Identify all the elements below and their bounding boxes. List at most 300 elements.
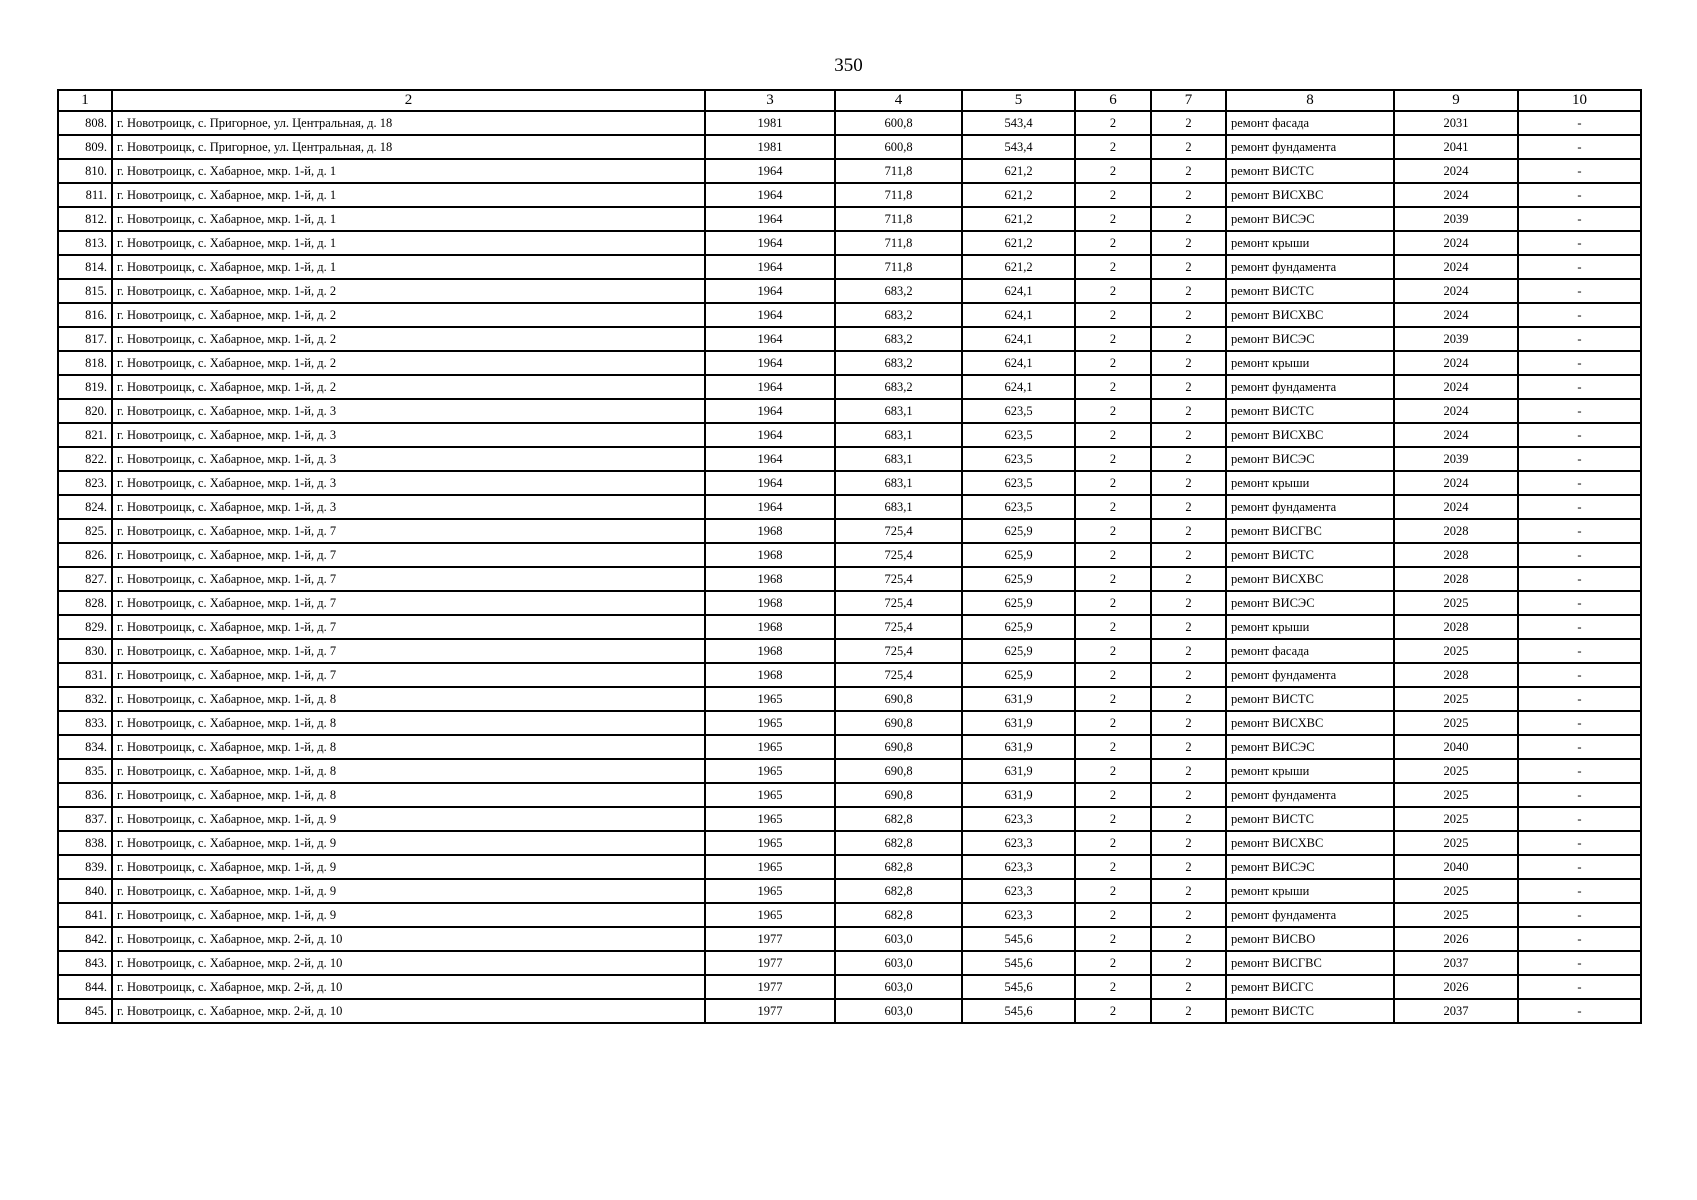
value-cell-7: 2 bbox=[1151, 975, 1226, 999]
year-cell: 1964 bbox=[705, 279, 835, 303]
value-cell-5: 624,1 bbox=[962, 279, 1075, 303]
value-cell-4: 725,4 bbox=[835, 519, 962, 543]
address-cell: г. Новотроицк, с. Хабарное, мкр. 1-й, д. 3 bbox=[112, 423, 705, 447]
plan-year-cell: 2040 bbox=[1394, 855, 1518, 879]
plan-year-cell: 2031 bbox=[1394, 111, 1518, 135]
address-cell: г. Новотроицк, с. Хабарное, мкр. 1-й, д. 3 bbox=[112, 399, 705, 423]
address-cell: г. Новотроицк, с. Хабарное, мкр. 1-й, д. 9 bbox=[112, 879, 705, 903]
plan-year-cell: 2028 bbox=[1394, 567, 1518, 591]
value-cell-7: 2 bbox=[1151, 999, 1226, 1023]
row-number-cell: 839. bbox=[58, 855, 112, 879]
value-cell-6: 2 bbox=[1075, 735, 1151, 759]
work-type-cell: ремонт крыши bbox=[1226, 759, 1394, 783]
row-number-cell: 837. bbox=[58, 807, 112, 831]
row-number-cell: 820. bbox=[58, 399, 112, 423]
value-cell-5: 631,9 bbox=[962, 735, 1075, 759]
value-cell-10: - bbox=[1518, 759, 1641, 783]
value-cell-5: 623,5 bbox=[962, 399, 1075, 423]
year-cell: 1965 bbox=[705, 711, 835, 735]
value-cell-5: 623,5 bbox=[962, 471, 1075, 495]
header-cell: 2 bbox=[112, 90, 705, 111]
table-row bbox=[58, 711, 1641, 735]
table-row bbox=[58, 351, 1641, 375]
table-row bbox=[58, 543, 1641, 567]
value-cell-7: 2 bbox=[1151, 519, 1226, 543]
address-cell: г. Новотроицк, с. Хабарное, мкр. 2-й, д. 10 bbox=[112, 951, 705, 975]
year-cell: 1977 bbox=[705, 951, 835, 975]
year-cell: 1968 bbox=[705, 663, 835, 687]
value-cell-4: 683,1 bbox=[835, 447, 962, 471]
value-cell-6: 2 bbox=[1075, 135, 1151, 159]
plan-year-cell: 2037 bbox=[1394, 999, 1518, 1023]
row-number-cell: 812. bbox=[58, 207, 112, 231]
plan-year-cell: 2025 bbox=[1394, 783, 1518, 807]
value-cell-7: 2 bbox=[1151, 183, 1226, 207]
row-number-cell: 816. bbox=[58, 303, 112, 327]
row-number-cell: 841. bbox=[58, 903, 112, 927]
row-number-cell: 843. bbox=[58, 951, 112, 975]
row-number-cell: 830. bbox=[58, 639, 112, 663]
value-cell-10: - bbox=[1518, 975, 1641, 999]
value-cell-7: 2 bbox=[1151, 447, 1226, 471]
work-type-cell: ремонт фундамента bbox=[1226, 903, 1394, 927]
value-cell-10: - bbox=[1518, 111, 1641, 135]
row-number-cell: 826. bbox=[58, 543, 112, 567]
table-row bbox=[58, 495, 1641, 519]
value-cell-5: 621,2 bbox=[962, 183, 1075, 207]
value-cell-6: 2 bbox=[1075, 303, 1151, 327]
value-cell-4: 690,8 bbox=[835, 783, 962, 807]
year-cell: 1968 bbox=[705, 591, 835, 615]
value-cell-10: - bbox=[1518, 447, 1641, 471]
address-cell: г. Новотроицк, с. Хабарное, мкр. 1-й, д. 1 bbox=[112, 183, 705, 207]
value-cell-5: 625,9 bbox=[962, 567, 1075, 591]
value-cell-6: 2 bbox=[1075, 807, 1151, 831]
value-cell-6: 2 bbox=[1075, 111, 1151, 135]
plan-year-cell: 2024 bbox=[1394, 351, 1518, 375]
header-row bbox=[58, 90, 1641, 111]
work-type-cell: ремонт крыши bbox=[1226, 615, 1394, 639]
plan-year-cell: 2024 bbox=[1394, 159, 1518, 183]
value-cell-10: - bbox=[1518, 519, 1641, 543]
row-number-cell: 827. bbox=[58, 567, 112, 591]
work-type-cell: ремонт фасада bbox=[1226, 639, 1394, 663]
value-cell-4: 711,8 bbox=[835, 207, 962, 231]
work-type-cell: ремонт ВИСЭС bbox=[1226, 207, 1394, 231]
plan-year-cell: 2024 bbox=[1394, 303, 1518, 327]
address-cell: г. Новотроицк, с. Хабарное, мкр. 1-й, д. 7 bbox=[112, 567, 705, 591]
value-cell-5: 545,6 bbox=[962, 927, 1075, 951]
value-cell-4: 683,1 bbox=[835, 471, 962, 495]
plan-year-cell: 2024 bbox=[1394, 375, 1518, 399]
year-cell: 1968 bbox=[705, 519, 835, 543]
plan-year-cell: 2028 bbox=[1394, 519, 1518, 543]
value-cell-6: 2 bbox=[1075, 639, 1151, 663]
value-cell-5: 623,3 bbox=[962, 879, 1075, 903]
year-cell: 1965 bbox=[705, 687, 835, 711]
address-cell: г. Новотроицк, с. Хабарное, мкр. 1-й, д. 2 bbox=[112, 327, 705, 351]
value-cell-5: 623,3 bbox=[962, 807, 1075, 831]
year-cell: 1964 bbox=[705, 207, 835, 231]
work-type-cell: ремонт фундамента bbox=[1226, 375, 1394, 399]
value-cell-10: - bbox=[1518, 711, 1641, 735]
value-cell-6: 2 bbox=[1075, 495, 1151, 519]
value-cell-7: 2 bbox=[1151, 759, 1226, 783]
table-body bbox=[58, 111, 1641, 1023]
value-cell-4: 603,0 bbox=[835, 927, 962, 951]
value-cell-7: 2 bbox=[1151, 639, 1226, 663]
value-cell-4: 603,0 bbox=[835, 999, 962, 1023]
work-type-cell: ремонт фундамента bbox=[1226, 663, 1394, 687]
table-row bbox=[58, 903, 1641, 927]
table-row bbox=[58, 255, 1641, 279]
address-cell: г. Новотроицк, с. Хабарное, мкр. 1-й, д. 9 bbox=[112, 855, 705, 879]
year-cell: 1965 bbox=[705, 879, 835, 903]
value-cell-5: 623,5 bbox=[962, 495, 1075, 519]
address-cell: г. Новотроицк, с. Хабарное, мкр. 1-й, д. 7 bbox=[112, 615, 705, 639]
value-cell-4: 682,8 bbox=[835, 855, 962, 879]
value-cell-10: - bbox=[1518, 663, 1641, 687]
work-type-cell: ремонт ВИСЭС bbox=[1226, 447, 1394, 471]
value-cell-6: 2 bbox=[1075, 687, 1151, 711]
work-type-cell: ремонт ВИСТС bbox=[1226, 807, 1394, 831]
value-cell-5: 625,9 bbox=[962, 519, 1075, 543]
value-cell-6: 2 bbox=[1075, 207, 1151, 231]
year-cell: 1981 bbox=[705, 135, 835, 159]
value-cell-7: 2 bbox=[1151, 327, 1226, 351]
work-type-cell: ремонт крыши bbox=[1226, 351, 1394, 375]
value-cell-5: 625,9 bbox=[962, 615, 1075, 639]
year-cell: 1965 bbox=[705, 903, 835, 927]
year-cell: 1968 bbox=[705, 615, 835, 639]
value-cell-7: 2 bbox=[1151, 783, 1226, 807]
value-cell-6: 2 bbox=[1075, 615, 1151, 639]
header-cell: 4 bbox=[835, 90, 962, 111]
value-cell-5: 545,6 bbox=[962, 975, 1075, 999]
value-cell-7: 2 bbox=[1151, 879, 1226, 903]
row-number-cell: 840. bbox=[58, 879, 112, 903]
row-number-cell: 836. bbox=[58, 783, 112, 807]
plan-year-cell: 2024 bbox=[1394, 471, 1518, 495]
value-cell-5: 624,1 bbox=[962, 351, 1075, 375]
table-row bbox=[58, 519, 1641, 543]
value-cell-10: - bbox=[1518, 783, 1641, 807]
year-cell: 1964 bbox=[705, 447, 835, 471]
row-number-cell: 817. bbox=[58, 327, 112, 351]
table-row bbox=[58, 879, 1641, 903]
row-number-cell: 818. bbox=[58, 351, 112, 375]
work-type-cell: ремонт фундамента bbox=[1226, 495, 1394, 519]
value-cell-5: 621,2 bbox=[962, 207, 1075, 231]
value-cell-4: 682,8 bbox=[835, 807, 962, 831]
work-type-cell: ремонт крыши bbox=[1226, 231, 1394, 255]
value-cell-6: 2 bbox=[1075, 279, 1151, 303]
value-cell-7: 2 bbox=[1151, 231, 1226, 255]
value-cell-4: 683,2 bbox=[835, 279, 962, 303]
table-row bbox=[58, 663, 1641, 687]
year-cell: 1965 bbox=[705, 735, 835, 759]
table-row bbox=[58, 735, 1641, 759]
row-number-cell: 808. bbox=[58, 111, 112, 135]
header-cell: 5 bbox=[962, 90, 1075, 111]
plan-year-cell: 2025 bbox=[1394, 639, 1518, 663]
work-type-cell: ремонт ВИСХВС bbox=[1226, 183, 1394, 207]
value-cell-5: 631,9 bbox=[962, 759, 1075, 783]
table-row bbox=[58, 807, 1641, 831]
row-number-cell: 834. bbox=[58, 735, 112, 759]
value-cell-5: 624,1 bbox=[962, 327, 1075, 351]
plan-year-cell: 2024 bbox=[1394, 255, 1518, 279]
value-cell-6: 2 bbox=[1075, 903, 1151, 927]
plan-year-cell: 2025 bbox=[1394, 711, 1518, 735]
value-cell-4: 690,8 bbox=[835, 759, 962, 783]
table-row bbox=[58, 279, 1641, 303]
row-number-cell: 842. bbox=[58, 927, 112, 951]
row-number-cell: 821. bbox=[58, 423, 112, 447]
value-cell-7: 2 bbox=[1151, 471, 1226, 495]
plan-year-cell: 2028 bbox=[1394, 615, 1518, 639]
value-cell-10: - bbox=[1518, 423, 1641, 447]
row-number-cell: 809. bbox=[58, 135, 112, 159]
address-cell: г. Новотроицк, с. Хабарное, мкр. 1-й, д. 3 bbox=[112, 471, 705, 495]
table-row bbox=[58, 423, 1641, 447]
work-type-cell: ремонт ВИСТС bbox=[1226, 279, 1394, 303]
address-cell: г. Новотроицк, с. Хабарное, мкр. 1-й, д. 1 bbox=[112, 231, 705, 255]
row-number-cell: 838. bbox=[58, 831, 112, 855]
table-row bbox=[58, 207, 1641, 231]
value-cell-5: 623,3 bbox=[962, 831, 1075, 855]
value-cell-6: 2 bbox=[1075, 255, 1151, 279]
work-type-cell: ремонт ВИСВО bbox=[1226, 927, 1394, 951]
value-cell-6: 2 bbox=[1075, 447, 1151, 471]
work-type-cell: ремонт ВИСЭС bbox=[1226, 591, 1394, 615]
address-cell: г. Новотроицк, с. Хабарное, мкр. 1-й, д. 2 bbox=[112, 279, 705, 303]
row-number-cell: 811. bbox=[58, 183, 112, 207]
work-type-cell: ремонт ВИСХВС bbox=[1226, 303, 1394, 327]
table-row bbox=[58, 855, 1641, 879]
table-row bbox=[58, 639, 1641, 663]
address-cell: г. Новотроицк, с. Хабарное, мкр. 2-й, д. 10 bbox=[112, 927, 705, 951]
value-cell-4: 711,8 bbox=[835, 159, 962, 183]
value-cell-5: 623,5 bbox=[962, 447, 1075, 471]
table-row bbox=[58, 111, 1641, 135]
table-row bbox=[58, 375, 1641, 399]
work-type-cell: ремонт ВИСХВС bbox=[1226, 423, 1394, 447]
value-cell-10: - bbox=[1518, 303, 1641, 327]
value-cell-6: 2 bbox=[1075, 783, 1151, 807]
value-cell-7: 2 bbox=[1151, 807, 1226, 831]
value-cell-4: 725,4 bbox=[835, 663, 962, 687]
year-cell: 1977 bbox=[705, 927, 835, 951]
row-number-cell: 824. bbox=[58, 495, 112, 519]
value-cell-7: 2 bbox=[1151, 591, 1226, 615]
row-number-cell: 819. bbox=[58, 375, 112, 399]
table-row bbox=[58, 615, 1641, 639]
value-cell-5: 625,9 bbox=[962, 663, 1075, 687]
address-cell: г. Новотроицк, с. Хабарное, мкр. 2-й, д. 10 bbox=[112, 999, 705, 1023]
value-cell-6: 2 bbox=[1075, 975, 1151, 999]
value-cell-5: 545,6 bbox=[962, 951, 1075, 975]
header-cell: 9 bbox=[1394, 90, 1518, 111]
value-cell-4: 690,8 bbox=[835, 687, 962, 711]
value-cell-10: - bbox=[1518, 159, 1641, 183]
value-cell-10: - bbox=[1518, 207, 1641, 231]
value-cell-5: 624,1 bbox=[962, 303, 1075, 327]
row-number-cell: 815. bbox=[58, 279, 112, 303]
address-cell: г. Новотроицк, с. Хабарное, мкр. 1-й, д. 1 bbox=[112, 207, 705, 231]
value-cell-4: 683,1 bbox=[835, 495, 962, 519]
value-cell-10: - bbox=[1518, 351, 1641, 375]
address-cell: г. Новотроицк, с. Хабарное, мкр. 1-й, д. 3 bbox=[112, 447, 705, 471]
row-number-cell: 813. bbox=[58, 231, 112, 255]
value-cell-7: 2 bbox=[1151, 423, 1226, 447]
value-cell-4: 682,8 bbox=[835, 831, 962, 855]
header-cell: 8 bbox=[1226, 90, 1394, 111]
year-cell: 1964 bbox=[705, 375, 835, 399]
value-cell-10: - bbox=[1518, 495, 1641, 519]
value-cell-10: - bbox=[1518, 687, 1641, 711]
value-cell-5: 623,3 bbox=[962, 855, 1075, 879]
address-cell: г. Новотроицк, с. Хабарное, мкр. 1-й, д. 1 bbox=[112, 255, 705, 279]
table-row bbox=[58, 927, 1641, 951]
year-cell: 1964 bbox=[705, 423, 835, 447]
plan-year-cell: 2026 bbox=[1394, 927, 1518, 951]
plan-year-cell: 2025 bbox=[1394, 687, 1518, 711]
value-cell-5: 621,2 bbox=[962, 255, 1075, 279]
year-cell: 1964 bbox=[705, 327, 835, 351]
table-row bbox=[58, 759, 1641, 783]
year-cell: 1968 bbox=[705, 543, 835, 567]
year-cell: 1965 bbox=[705, 831, 835, 855]
value-cell-4: 600,8 bbox=[835, 111, 962, 135]
work-type-cell: ремонт ВИСЭС bbox=[1226, 735, 1394, 759]
value-cell-5: 631,9 bbox=[962, 711, 1075, 735]
row-number-cell: 833. bbox=[58, 711, 112, 735]
value-cell-4: 683,2 bbox=[835, 375, 962, 399]
value-cell-6: 2 bbox=[1075, 591, 1151, 615]
value-cell-4: 725,4 bbox=[835, 567, 962, 591]
value-cell-7: 2 bbox=[1151, 855, 1226, 879]
value-cell-4: 683,1 bbox=[835, 399, 962, 423]
address-cell: г. Новотроицк, с. Хабарное, мкр. 1-й, д. 8 bbox=[112, 735, 705, 759]
value-cell-4: 683,2 bbox=[835, 351, 962, 375]
value-cell-10: - bbox=[1518, 999, 1641, 1023]
year-cell: 1964 bbox=[705, 159, 835, 183]
value-cell-4: 603,0 bbox=[835, 975, 962, 999]
row-number-cell: 829. bbox=[58, 615, 112, 639]
value-cell-5: 621,2 bbox=[962, 159, 1075, 183]
value-cell-4: 600,8 bbox=[835, 135, 962, 159]
plan-year-cell: 2040 bbox=[1394, 735, 1518, 759]
year-cell: 1981 bbox=[705, 111, 835, 135]
value-cell-5: 631,9 bbox=[962, 687, 1075, 711]
value-cell-10: - bbox=[1518, 591, 1641, 615]
address-cell: г. Новотроицк, с. Хабарное, мкр. 1-й, д. 9 bbox=[112, 831, 705, 855]
value-cell-5: 545,6 bbox=[962, 999, 1075, 1023]
address-cell: г. Новотроицк, с. Хабарное, мкр. 1-й, д. 7 bbox=[112, 543, 705, 567]
row-number-cell: 822. bbox=[58, 447, 112, 471]
address-cell: г. Новотроицк, с. Хабарное, мкр. 1-й, д. 9 bbox=[112, 807, 705, 831]
work-type-cell: ремонт фундамента bbox=[1226, 783, 1394, 807]
table-row bbox=[58, 159, 1641, 183]
address-cell: г. Новотроицк, с. Хабарное, мкр. 1-й, д. 7 bbox=[112, 639, 705, 663]
value-cell-10: - bbox=[1518, 927, 1641, 951]
work-type-cell: ремонт ВИСТС bbox=[1226, 999, 1394, 1023]
work-type-cell: ремонт ВИСТС bbox=[1226, 543, 1394, 567]
work-type-cell: ремонт крыши bbox=[1226, 879, 1394, 903]
row-number-cell: 832. bbox=[58, 687, 112, 711]
plan-year-cell: 2025 bbox=[1394, 831, 1518, 855]
table-row bbox=[58, 183, 1641, 207]
plan-year-cell: 2028 bbox=[1394, 663, 1518, 687]
address-cell: г. Новотроицк, с. Хабарное, мкр. 1-й, д. 7 bbox=[112, 663, 705, 687]
value-cell-7: 2 bbox=[1151, 687, 1226, 711]
value-cell-6: 2 bbox=[1075, 375, 1151, 399]
value-cell-7: 2 bbox=[1151, 111, 1226, 135]
value-cell-10: - bbox=[1518, 183, 1641, 207]
value-cell-7: 2 bbox=[1151, 375, 1226, 399]
value-cell-6: 2 bbox=[1075, 663, 1151, 687]
value-cell-10: - bbox=[1518, 471, 1641, 495]
plan-year-cell: 2024 bbox=[1394, 279, 1518, 303]
work-type-cell: ремонт ВИСГВС bbox=[1226, 951, 1394, 975]
value-cell-7: 2 bbox=[1151, 351, 1226, 375]
year-cell: 1977 bbox=[705, 975, 835, 999]
year-cell: 1965 bbox=[705, 807, 835, 831]
year-cell: 1964 bbox=[705, 351, 835, 375]
value-cell-5: 623,3 bbox=[962, 903, 1075, 927]
value-cell-6: 2 bbox=[1075, 831, 1151, 855]
value-cell-6: 2 bbox=[1075, 951, 1151, 975]
value-cell-4: 682,8 bbox=[835, 903, 962, 927]
table-row bbox=[58, 303, 1641, 327]
row-number-cell: 831. bbox=[58, 663, 112, 687]
value-cell-6: 2 bbox=[1075, 711, 1151, 735]
year-cell: 1965 bbox=[705, 855, 835, 879]
work-type-cell: ремонт ВИСХВС bbox=[1226, 831, 1394, 855]
value-cell-10: - bbox=[1518, 807, 1641, 831]
work-type-cell: ремонт ВИСТС bbox=[1226, 687, 1394, 711]
value-cell-6: 2 bbox=[1075, 399, 1151, 423]
value-cell-6: 2 bbox=[1075, 471, 1151, 495]
value-cell-7: 2 bbox=[1151, 255, 1226, 279]
value-cell-7: 2 bbox=[1151, 831, 1226, 855]
header-cell: 7 bbox=[1151, 90, 1226, 111]
address-cell: г. Новотроицк, с. Пригорное, ул. Центральная, д. 18 bbox=[112, 135, 705, 159]
page-number: 350 bbox=[834, 55, 863, 76]
work-type-cell: ремонт ВИСХВС bbox=[1226, 567, 1394, 591]
value-cell-7: 2 bbox=[1151, 303, 1226, 327]
value-cell-7: 2 bbox=[1151, 543, 1226, 567]
header-cell: 1 bbox=[58, 90, 112, 111]
value-cell-4: 683,2 bbox=[835, 303, 962, 327]
row-number-cell: 814. bbox=[58, 255, 112, 279]
address-cell: г. Новотроицк, с. Хабарное, мкр. 1-й, д. 2 bbox=[112, 375, 705, 399]
address-cell: г. Новотроицк, с. Пригорное, ул. Центральная, д. 18 bbox=[112, 111, 705, 135]
table-row bbox=[58, 951, 1641, 975]
value-cell-5: 621,2 bbox=[962, 231, 1075, 255]
value-cell-4: 711,8 bbox=[835, 255, 962, 279]
work-type-cell: ремонт ВИСЭС bbox=[1226, 327, 1394, 351]
year-cell: 1964 bbox=[705, 255, 835, 279]
work-type-cell: ремонт фундамента bbox=[1226, 135, 1394, 159]
value-cell-4: 725,4 bbox=[835, 615, 962, 639]
header-cell: 6 bbox=[1075, 90, 1151, 111]
value-cell-4: 725,4 bbox=[835, 591, 962, 615]
plan-year-cell: 2028 bbox=[1394, 543, 1518, 567]
value-cell-5: 543,4 bbox=[962, 135, 1075, 159]
address-cell: г. Новотроицк, с. Хабарное, мкр. 1-й, д. 1 bbox=[112, 159, 705, 183]
